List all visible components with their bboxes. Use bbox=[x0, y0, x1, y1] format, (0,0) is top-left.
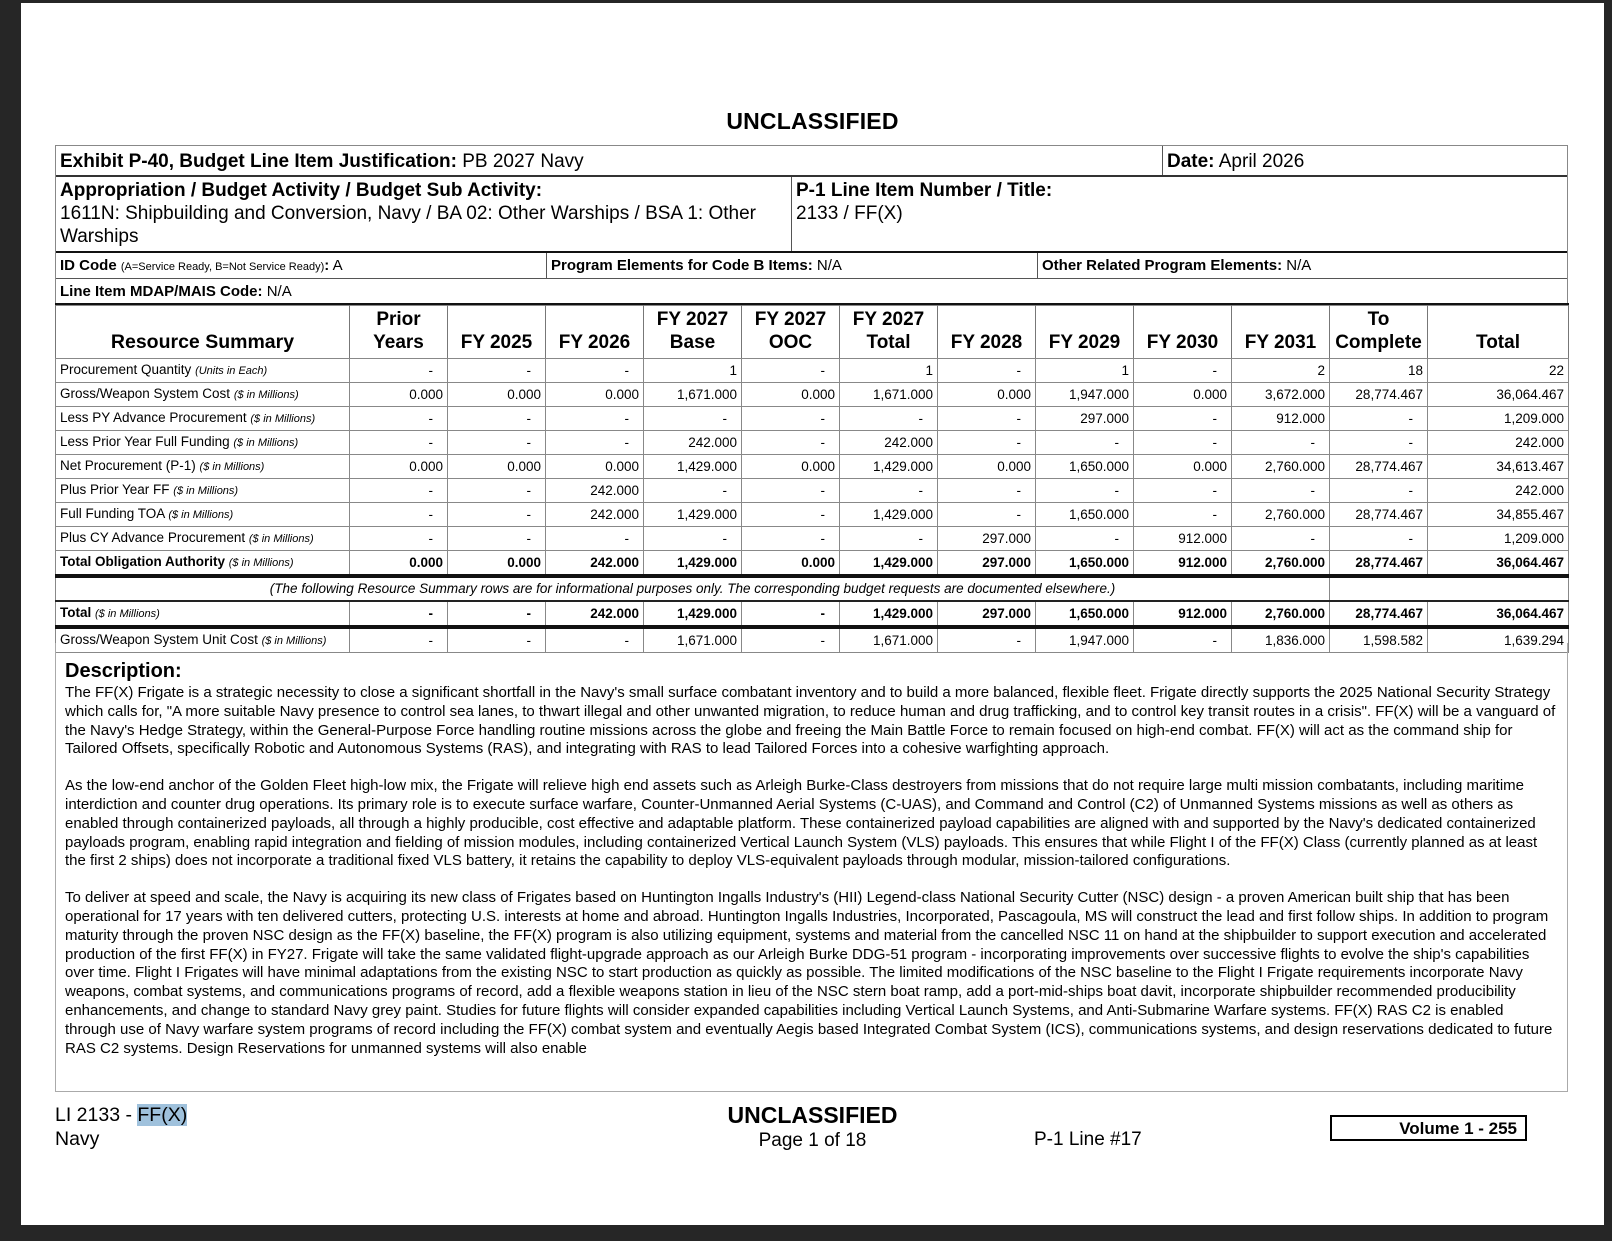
program-elements-cell bbox=[547, 253, 1038, 278]
cell-value: - bbox=[742, 479, 840, 503]
cell-value: - bbox=[1330, 407, 1428, 431]
cell-value: - bbox=[840, 527, 938, 551]
cell-value: 1 bbox=[1036, 359, 1134, 383]
table-row bbox=[56, 527, 1569, 551]
cell-value: - bbox=[1330, 479, 1428, 503]
program-elements-value: N/A bbox=[816, 257, 842, 274]
row-label: Net Procurement (P-1) ($ in Millions) bbox=[56, 455, 350, 479]
cell-value: 1,598.582 bbox=[1330, 627, 1428, 653]
row-label: Total Obligation Authority ($ in Millions) bbox=[56, 551, 350, 577]
cell-value: 242.000 bbox=[546, 503, 644, 527]
cell-value: 34,613.467 bbox=[1428, 455, 1569, 479]
p1-line-item-cell bbox=[792, 177, 1567, 251]
cell-value: - bbox=[742, 601, 840, 627]
cell-value: - bbox=[1134, 627, 1232, 653]
date-value: April 2026 bbox=[1218, 151, 1305, 172]
cell-value: - bbox=[742, 503, 840, 527]
table-row bbox=[56, 359, 1569, 383]
row-label: Plus CY Advance Procurement ($ in Millions) bbox=[56, 527, 350, 551]
cell-value: 1,947.000 bbox=[1036, 383, 1134, 407]
p1-value: 2133 / FF(X) bbox=[796, 203, 903, 224]
column-header: FY 2027 Total bbox=[840, 304, 938, 359]
cell-value: 22 bbox=[1428, 359, 1569, 383]
table-row bbox=[56, 479, 1569, 503]
cell-value: 0.000 bbox=[350, 455, 448, 479]
column-header: To Complete bbox=[1330, 304, 1428, 359]
cell-value: 0.000 bbox=[448, 383, 546, 407]
column-header: Resource Summary bbox=[56, 304, 350, 359]
informational-note: (The following Resource Summary rows are for informational purposes only. The corresponding budget requests are documented elsewhere.) bbox=[56, 576, 1330, 601]
date-label: Date: bbox=[1167, 151, 1215, 172]
table-header-row bbox=[56, 304, 1569, 359]
cell-value: - bbox=[448, 431, 546, 455]
row-label: Procurement Quantity (Units in Each) bbox=[56, 359, 350, 383]
cell-value: - bbox=[840, 479, 938, 503]
cell-value: 28,774.467 bbox=[1330, 383, 1428, 407]
other-related-label: Other Related Program Elements: bbox=[1042, 257, 1283, 274]
cell-value: 2,760.000 bbox=[1232, 601, 1330, 627]
cell-value: 242.000 bbox=[546, 479, 644, 503]
cell-value: 2,760.000 bbox=[1232, 551, 1330, 577]
cell-value: 1,429.000 bbox=[840, 551, 938, 577]
cell-value: 36,064.467 bbox=[1428, 383, 1569, 407]
cell-value: - bbox=[840, 407, 938, 431]
cell-value: 297.000 bbox=[938, 527, 1036, 551]
mdap-value: N/A bbox=[266, 283, 292, 300]
cell-value: 912.000 bbox=[1134, 527, 1232, 551]
cell-value: - bbox=[1134, 407, 1232, 431]
cell-value: - bbox=[546, 527, 644, 551]
table-row bbox=[56, 383, 1569, 407]
cell-value: 28,774.467 bbox=[1330, 551, 1428, 577]
cell-value: 912.000 bbox=[1232, 407, 1330, 431]
cell-value: 34,855.467 bbox=[1428, 503, 1569, 527]
cell-value: - bbox=[1232, 479, 1330, 503]
cell-value: 1,650.000 bbox=[1036, 455, 1134, 479]
cell-value: - bbox=[350, 359, 448, 383]
cell-value: - bbox=[742, 431, 840, 455]
cell-value: 912.000 bbox=[1134, 551, 1232, 577]
cell-value: 2,760.000 bbox=[1232, 455, 1330, 479]
cell-value: 1,209.000 bbox=[1428, 407, 1569, 431]
cell-value: 0.000 bbox=[448, 551, 546, 577]
row-label: Less PY Advance Procurement ($ in Millions) bbox=[56, 407, 350, 431]
cell-value: 0.000 bbox=[938, 455, 1036, 479]
cell-value: 0.000 bbox=[742, 455, 840, 479]
informational-note-row bbox=[56, 576, 1569, 601]
document-page bbox=[21, 3, 1604, 1225]
page-number: Page 1 of 18 bbox=[758, 1130, 867, 1151]
cell-value: 242.000 bbox=[1428, 431, 1569, 455]
cell-value: - bbox=[448, 503, 546, 527]
mdap-cell bbox=[56, 279, 1567, 303]
cell-value: - bbox=[1036, 479, 1134, 503]
cell-value: - bbox=[1134, 431, 1232, 455]
description-heading: Description: bbox=[65, 660, 182, 682]
cell-value: 0.000 bbox=[546, 455, 644, 479]
row-label: Total ($ in Millions) bbox=[56, 601, 350, 627]
cell-value: - bbox=[546, 407, 644, 431]
cell-value: 0.000 bbox=[1134, 455, 1232, 479]
cell-value: 1,650.000 bbox=[1036, 551, 1134, 577]
table-row bbox=[56, 503, 1569, 527]
cell-value: - bbox=[546, 627, 644, 653]
cell-value: 0.000 bbox=[448, 455, 546, 479]
cell-value: 1,671.000 bbox=[840, 627, 938, 653]
cell-value: - bbox=[350, 627, 448, 653]
cell-value: 1,836.000 bbox=[1232, 627, 1330, 653]
cell-value: 3,672.000 bbox=[1232, 383, 1330, 407]
cell-value: 242.000 bbox=[644, 431, 742, 455]
row-label: Plus Prior Year FF ($ in Millions) bbox=[56, 479, 350, 503]
description-paragraph-1: The FF(X) Frigate is a strategic necessity to close a significant shortfall in the Navy's small surface combatant inventory and to build a more balanced, flexible fleet. Frigate directly supports the 2025 National Security Strategy which calls for, "A more suitable Navy presence to control sea lanes, to thwart illegal and other unwanted migration, to reduce human and drug trafficking, and to control key transit routes in a crisis". FF(X) will be a vanguard of the Navy's Hedge Strategy, within the General-Purpose Force handling routine missions across the globe and freeing the Main Battle Force to remain focused on high-end combat. FF(X) will act as the command ship for Tailored Offsets, specifically Robotic and Autonomous Systems (RAS), and integrating with RAS to lead Tailored Forces into a cohesive warfighting approach. bbox=[65, 684, 1556, 758]
cell-value: 1,671.000 bbox=[644, 627, 742, 653]
cell-value: 242.000 bbox=[840, 431, 938, 455]
column-header: FY 2029 bbox=[1036, 304, 1134, 359]
appropriation-label: Appropriation / Budget Activity / Budget Sub Activity: bbox=[60, 180, 543, 201]
cell-value: - bbox=[938, 503, 1036, 527]
other-related-cell bbox=[1038, 253, 1567, 278]
p1-label: P-1 Line Item Number / Title: bbox=[796, 180, 1053, 201]
appropriation-cell bbox=[56, 177, 792, 251]
program-elements-label: Program Elements for Code B Items: bbox=[551, 257, 813, 274]
table-row bbox=[56, 551, 1569, 577]
table-row bbox=[56, 455, 1569, 479]
cell-value: 1,429.000 bbox=[840, 455, 938, 479]
column-header: FY 2027 OOC bbox=[742, 304, 840, 359]
cell-value: - bbox=[350, 479, 448, 503]
classification-footer: UNCLASSIFIED bbox=[727, 1102, 898, 1128]
footer-p1-line: P-1 Line #17 bbox=[1034, 1129, 1142, 1150]
cell-value: 1,650.000 bbox=[1036, 503, 1134, 527]
cell-value: 1,639.294 bbox=[1428, 627, 1569, 653]
cell-value: 0.000 bbox=[742, 383, 840, 407]
row-label: Less Prior Year Full Funding ($ in Millions) bbox=[56, 431, 350, 455]
cell-value: - bbox=[644, 479, 742, 503]
footer-volume-box: Volume 1 - 255 bbox=[1330, 1115, 1527, 1141]
cell-value: - bbox=[448, 479, 546, 503]
row-label: Gross/Weapon System Unit Cost ($ in Millions) bbox=[56, 627, 350, 653]
cell-value: - bbox=[742, 627, 840, 653]
cell-value: - bbox=[1134, 479, 1232, 503]
cell-value: 1,429.000 bbox=[644, 601, 742, 627]
table-row bbox=[56, 431, 1569, 455]
cell-value: 0.000 bbox=[1134, 383, 1232, 407]
table-row bbox=[56, 601, 1569, 627]
cell-value: 297.000 bbox=[938, 551, 1036, 577]
column-header: FY 2025 bbox=[448, 304, 546, 359]
footer-li-prefix: LI 2133 - bbox=[55, 1104, 138, 1126]
cell-value: 912.000 bbox=[1134, 601, 1232, 627]
cell-value: 0.000 bbox=[350, 383, 448, 407]
appropriation-value: 1611N: Shipbuilding and Conversion, Navy / BA 02: Other Warships / BSA 1: Other Warships bbox=[60, 203, 756, 247]
cell-value: - bbox=[350, 503, 448, 527]
cell-value: 1 bbox=[840, 359, 938, 383]
column-header: FY 2028 bbox=[938, 304, 1036, 359]
row-label: Full Funding TOA ($ in Millions) bbox=[56, 503, 350, 527]
cell-value: 0.000 bbox=[546, 383, 644, 407]
cell-value: 1,429.000 bbox=[644, 503, 742, 527]
column-header: FY 2031 bbox=[1232, 304, 1330, 359]
column-header: Total bbox=[1428, 304, 1569, 359]
cell-value: 1,947.000 bbox=[1036, 627, 1134, 653]
footer-service: Navy bbox=[55, 1128, 100, 1150]
cell-value: - bbox=[742, 527, 840, 551]
cell-value: 1,429.000 bbox=[840, 503, 938, 527]
cell-value: - bbox=[546, 431, 644, 455]
cell-value: - bbox=[1036, 527, 1134, 551]
column-header: FY 2027 Base bbox=[644, 304, 742, 359]
cell-value: - bbox=[644, 407, 742, 431]
cell-value: - bbox=[938, 431, 1036, 455]
id-code-value: A bbox=[332, 257, 343, 274]
table-row bbox=[56, 407, 1569, 431]
cell-value: - bbox=[742, 407, 840, 431]
cell-value: - bbox=[1330, 527, 1428, 551]
exhibit-value: PB 2027 Navy bbox=[462, 151, 584, 172]
cell-value: 0.000 bbox=[742, 551, 840, 577]
cell-value: 36,064.467 bbox=[1428, 551, 1569, 577]
exhibit-header-block bbox=[55, 145, 1568, 306]
cell-value: - bbox=[448, 407, 546, 431]
cell-value: - bbox=[1232, 527, 1330, 551]
column-header: FY 2030 bbox=[1134, 304, 1232, 359]
exhibit-title-cell bbox=[56, 146, 1163, 175]
cell-value: - bbox=[1036, 431, 1134, 455]
cell-value: 242.000 bbox=[1428, 479, 1569, 503]
row-label: Gross/Weapon System Cost ($ in Millions) bbox=[56, 383, 350, 407]
cell-value: 28,774.467 bbox=[1330, 455, 1428, 479]
cell-value: 2,760.000 bbox=[1232, 503, 1330, 527]
cell-value: 297.000 bbox=[938, 601, 1036, 627]
cell-value: - bbox=[938, 359, 1036, 383]
footer-li-selected-text[interactable]: FF(X) bbox=[137, 1104, 188, 1126]
cell-value: 18 bbox=[1330, 359, 1428, 383]
cell-value: 1,429.000 bbox=[644, 551, 742, 577]
cell-value: - bbox=[546, 359, 644, 383]
cell-value: - bbox=[938, 479, 1036, 503]
id-code-note: (A=Service Ready, B=Not Service Ready) bbox=[120, 261, 325, 273]
cell-value: - bbox=[938, 627, 1036, 653]
cell-value: 1,650.000 bbox=[1036, 601, 1134, 627]
cell-value: 1,429.000 bbox=[644, 455, 742, 479]
cell-value: - bbox=[350, 527, 448, 551]
cell-value: - bbox=[448, 601, 546, 627]
cell-value: 297.000 bbox=[1036, 407, 1134, 431]
id-code-cell: ID Code (A=Service Ready, B=Not Service Ready): A bbox=[56, 253, 547, 278]
cell-value: - bbox=[350, 407, 448, 431]
cell-value: 28,774.467 bbox=[1330, 503, 1428, 527]
cell-value: - bbox=[1330, 431, 1428, 455]
date-cell bbox=[1163, 146, 1567, 175]
cell-value: 0.000 bbox=[938, 383, 1036, 407]
cell-value: 0.000 bbox=[350, 551, 448, 577]
exhibit-label: Exhibit P-40, Budget Line Item Justification: bbox=[60, 151, 457, 172]
cell-value: - bbox=[938, 407, 1036, 431]
cell-value: - bbox=[742, 359, 840, 383]
cell-value: 1,429.000 bbox=[840, 601, 938, 627]
resource-summary-table bbox=[55, 303, 1569, 653]
cell-value: - bbox=[1134, 503, 1232, 527]
classification-header: UNCLASSIFIED bbox=[726, 108, 899, 134]
cell-value: - bbox=[1134, 359, 1232, 383]
mdap-label: Line Item MDAP/MAIS Code: bbox=[60, 283, 263, 300]
cell-value: 28,774.467 bbox=[1330, 601, 1428, 627]
cell-value: - bbox=[448, 627, 546, 653]
cell-value: - bbox=[448, 527, 546, 551]
cell-value: 1,209.000 bbox=[1428, 527, 1569, 551]
cell-value: 1 bbox=[644, 359, 742, 383]
description-paragraph-2: As the low-end anchor of the Golden Fleet high-low mix, the Frigate will relieve high end assets such as Arleigh Burke-Class destroyers from missions that do not require large multi mission combatants, including maritime interdiction and counter drug operations. Its primary role is to execute surface warfare, Counter-Unmanned Aerial Systems (C-UAS), and Command and Control (C2) of Unmanned Systems missions as well as others as enabled through containerized payloads, all through a highly producible, cost effective and adaptable platform. These containerized payload capabilities are aligned with and supported by the Navy's dedicated containerized payloads program, enabling rapid integration and fielding of mission modules, including containerized Vertical Launch System (VLS) payloads. This ensures that while Flight I of the FF(X) Class (currently planned as at least the first 2 ships) does not incorporate a traditional fixed VLS battery, it retains the capability to deploy VLS-equivalent payloads through modular, mission-tailored configurations. bbox=[65, 777, 1538, 870]
column-header: Prior Years bbox=[350, 304, 448, 359]
column-header: FY 2026 bbox=[546, 304, 644, 359]
other-related-value: N/A bbox=[1286, 257, 1312, 274]
cell-value: - bbox=[644, 527, 742, 551]
cell-value: - bbox=[1232, 431, 1330, 455]
cell-value: - bbox=[448, 359, 546, 383]
id-code-label: ID Code bbox=[60, 257, 117, 274]
description-section bbox=[55, 643, 1568, 1092]
cell-value: 36,064.467 bbox=[1428, 601, 1569, 627]
cell-value: 242.000 bbox=[546, 551, 644, 577]
cell-value: 242.000 bbox=[546, 601, 644, 627]
cell-value: 1,671.000 bbox=[644, 383, 742, 407]
cell-value: 1,671.000 bbox=[840, 383, 938, 407]
description-paragraph-3: To deliver at speed and scale, the Navy is acquiring its new class of Frigates based on Huntington Ingalls Industry's (HII) Legend-class National Security Cutter (NSC) design - a proven American built ship that has been operational for 17 years with ten delivered cutters, protecting U.S. interests at home and abroad. Huntington Ingalls Industries, Incorporated, Pascagoula, MS will construct the lead and first follow ships. In addition to program maturity through the proven NSC design as the FF(X) baseline, the FF(X) program is also utilizing equipment, systems and material from the cancelled NSC 11 on hand at the shipbuilder to support execution and accelerated production of the first FF(X) in FY27. Frigate will take the same validated flight-upgrade approach as our Arleigh Burke DDG-51 program - incorporating improvements over successive flights to evolve the ship's capabilities over time. Flight I Frigates will have minimal adaptations from the existing NSC to start production as quickly as possible. The limited modifications of the NSC baseline to the Flight I Frigate requirements incorporate Navy weapons, combat systems, and communications programs of record, add a flexible weapons station in lieu of the NSC stern boat ramp, add a port-mid-ships boat davit, incorporate shipbuilder recommended producibility enhancements, and change to standard Navy grey paint. Studies for future flights will consider expanded capabilities including Vertical Launch Systems, and Anti-Submarine Warfare systems. FF(X) RAS C2 is enabled through use of Navy warfare system programs of record including the FF(X) combat system and eventually Aegis based Integrated Combat System (ICS), communications systems, and design reservations dedicated to future RAS C2 systems. Design Reservations for unmanned systems will also enable bbox=[65, 889, 1553, 1057]
cell-value: - bbox=[350, 601, 448, 627]
cell-value: 2 bbox=[1232, 359, 1330, 383]
cell-value: - bbox=[350, 431, 448, 455]
